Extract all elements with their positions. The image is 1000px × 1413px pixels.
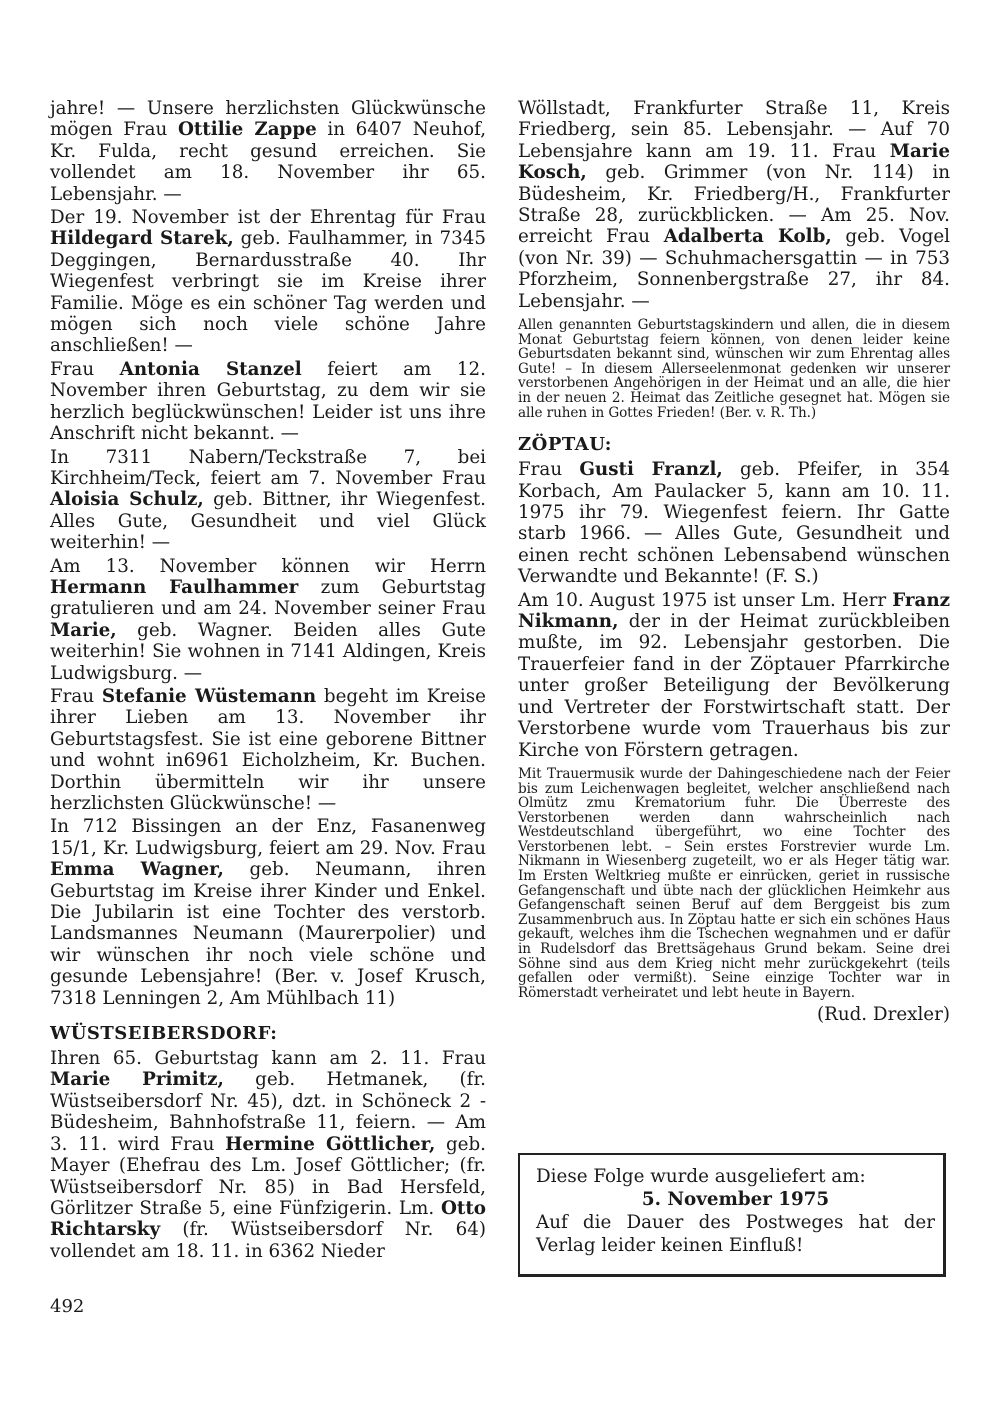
delivery-notice-box xyxy=(518,1153,946,1277)
text-segment: begeht im Kreise ihrer Lieben am 13. November ihr Geburtstagsfest. Sie ist eine geborene Bittner und wohnt in6961 Eicholzheim, Kr. Buchen. Dorthin übermitteln wir ihr unsere herzlichsten Glückwünsche! — xyxy=(50,685,486,814)
notice-line: Diese Folge wurde ausgeliefert am: xyxy=(536,1166,866,1187)
left-column xyxy=(50,98,486,1264)
notice-date: 5. November 1975 xyxy=(641,1189,830,1210)
page-number: 492 xyxy=(50,1296,85,1317)
section-heading xyxy=(50,1023,486,1044)
article-paragraph xyxy=(50,359,486,445)
text-segment: Am 13. November können wir Herrn xyxy=(50,555,486,577)
text-segment: feiert am 12. November ihren Geburtstag, zu dem wir sie herzlich beglückwünschen! Leider ist uns ihre Anschrift nicht bekannt. — xyxy=(50,358,486,445)
person-name: Ottilie Zappe xyxy=(177,119,317,141)
article-paragraph xyxy=(518,767,950,1001)
right-column xyxy=(518,98,950,1028)
text-segment: (Rud. Drexler) xyxy=(816,1004,950,1026)
text-segment: zum Geburtstag gratulieren und am 24. November seiner Frau xyxy=(50,576,486,620)
text-segment: geb. Neumann, ihren Geburtstag im Kreise ihrer Kinder und Enkel. Die Jubilarin ist eine Tochter des verstorb. Landsmannes Neumann (Maurerpolier) und wir wünschen ihr noch viele schöne und gesunde Lebensjahre! (Ber. v. Josef Krusch, 7318 Lenningen 2, Am Mühlbach 11) xyxy=(50,859,486,1009)
person-name: Marie Kosch, xyxy=(518,140,950,184)
article-paragraph xyxy=(50,98,486,205)
text-segment: In 7311 Nabern/Teckstraße 7, bei Kirchheim/Teck, feiert am 7. November Frau xyxy=(50,446,486,489)
person-name: Emma Wagner, xyxy=(50,859,224,881)
article-paragraph xyxy=(50,207,486,357)
section-heading xyxy=(518,434,950,455)
text-segment: geb. Hetmanek, (fr. Wüstseibersdorf Nr. 45), dzt. in Schöneck 2 - Büdesheim, Bahnhofstraße 11, feiern. — Am 3. 11. wird Frau xyxy=(50,1069,486,1155)
person-name: Hermine Göttlicher, xyxy=(225,1133,436,1155)
text-segment: Frau xyxy=(518,459,580,481)
text-segment: geb. Vogel (von Nr. 39) — Schuhmachersgattin — in 753 Pforzheim, Sonnenbergstraße 27, ihr 84. Lebensjahr. — xyxy=(518,226,950,312)
person-name: Otto Richtarsky xyxy=(50,1197,486,1241)
person-name: Gusti Franzl, xyxy=(579,459,723,481)
text-segment: ZÖPTAU: xyxy=(518,434,612,456)
person-name: Franz Nikmann, xyxy=(518,589,950,633)
text-segment: geb. Grimmer (von Nr. 114) in Büdesheim, Kr. Friedberg/H., Frankfurter Straße 28, zurückblicken. — Am 25. Nov. erreicht Frau xyxy=(518,162,950,248)
text-segment: geb. Mayer (Ehefrau des Lm. Josef Göttlicher; (fr. Wüstseibersdorf Nr. 85) in Bad Hersfeld, Görlitzer Straße 5, eine Fünfzigerin. Lm. xyxy=(50,1133,486,1219)
text-segment: Frau xyxy=(50,358,120,380)
text-segment: WÜSTSEIBERSDORF: xyxy=(50,1023,278,1045)
person-name: Stefanie Wüstemann xyxy=(101,685,317,707)
notice-postal-note: Auf die Dauer des Postweges hat der Verlag leider keinen Einfluß! xyxy=(536,1212,935,1256)
text-segment: geb. Wagner. Beiden alles Gute weiterhin! Sie wohnen in 7141 Aldingen, Kreis Ludwigsburg. — xyxy=(50,619,486,684)
text-segment: Am 10. August 1975 ist unser Lm. Herr xyxy=(518,589,893,611)
text-segment: Ihren 65. Geburtstag kann am 2. 11. Frau xyxy=(50,1048,486,1070)
text-segment: jahre! — Unsere herzlichsten Glückwünsche mögen Frau xyxy=(50,98,486,141)
person-name: Adalberta Kolb, xyxy=(663,226,832,248)
author-signature xyxy=(518,1004,950,1025)
article-paragraph xyxy=(518,590,950,761)
person-name: Marie, xyxy=(50,619,117,641)
article-paragraph xyxy=(518,98,950,312)
article-paragraph xyxy=(50,556,486,684)
text-segment: (fr. Wüstseibersdorf Nr. 64) vollendet am 18. 11. in 6362 Nieder xyxy=(50,1219,486,1262)
person-name: Hildegard Starek, xyxy=(50,228,234,250)
article-paragraph xyxy=(518,459,950,587)
article-paragraph xyxy=(50,686,486,814)
person-name: Antonia Stanzel xyxy=(119,358,302,380)
article-paragraph xyxy=(50,1048,486,1262)
text-segment: geb. Pfeifer, in 354 Korbach, Am Paulacker 5, kann am 10. 11. 1975 ihr 79. Wiegenfest feiern. Ihr Gatte starb 1966. — Alles Gute, Gesundheit und einen recht schönen Lebensabend wünschen Verwandte und Bekannte! (F. S.) xyxy=(518,459,950,588)
text-segment: geb. Bittner, ihr Wiegenfest. Alles Gute, Gesundheit und viel Glück weiterhin! — xyxy=(50,489,486,554)
text-segment: Der 19. November ist der Ehrentag für Frau xyxy=(50,207,486,229)
text-segment: Wöllstadt, Frankfurter Straße 11, Kreis Friedberg, sein 85. Lebensjahr. — Auf 70 Lebensjahre kann am 19. 11. Frau xyxy=(518,98,950,162)
text-segment: Mit Trauermusik wurde der Dahingeschiedene nach der Feier bis zum Leichenwagen begleitet, welcher anschließend nach Olmütz zmu Krematorium fuhr. Die Überreste des Verstorbenen werden dann wahrscheinlich nach Westdeutschland übergeführt, wo eine Tochter des Verstorbenen lebt. – Sein erstes Forstrevier wurde Lm. Nikmann in Wiesenberg zugeteilt, wo er als Heger tätig war. Im Ersten Weltkrieg mußte er einrücken, geriet in russische Gefangenschaft und übte nach der glücklichen Heimkehr aus Gefangenschaft seinen Beruf auf dem Berggeist bis zum Zusammenbruch aus. In Zöptau hatte er sich ein schönes Haus gekauft, welches ihm die Tschechen wegnahmen und er dafür in Rudelsdorf das Brettsägehaus Grund bekam. Seine drei Söhne sind aus dem Krieg nicht mehr zurückgekehrt (teils gefallen oder vermißt). Seine einzige Tochter war in Römerstadt verheiratet und lebt heute in Bayern. xyxy=(518,765,950,1001)
text-segment: In 712 Bissingen an der Enz, Fasanenweg 15/1, Kr. Ludwigsburg, feiert am 29. Nov. Frau xyxy=(50,816,486,859)
text-segment: in 6407 Neuhof, Kr. Fulda, recht gesund erreichen. Sie vollendet am 18. November ihr 65. Lebensjahr. — xyxy=(50,119,487,205)
article-paragraph xyxy=(50,816,486,1009)
person-name: Hermann Faulhammer xyxy=(50,576,299,598)
text-segment: geb. Faulhammer, in 7345 Deggingen, Bernardusstraße 40. Ihr Wiegenfest verbringt sie im Kreise ihrer Familie. Möge es ein schöner Tag werden und mögen sich noch viele schöne Jahre anschließen! — xyxy=(50,228,486,357)
person-name: Aloisia Schulz, xyxy=(50,489,204,511)
text-segment: der in der Heimat zurückbleiben mußte, im 92. Lebensjahr gestorben. Die Trauerfeier fand in der Zöptauer Pfarrkirche unter großer Beteiligung der Bevölkerung und Vertreter der Forstwirtschaft statt. Der Verstorbene wurde vom Trauerhaus bis zur Kirche von Förstern getragen. xyxy=(518,611,950,761)
person-name: Marie Primitz, xyxy=(50,1069,224,1091)
article-paragraph xyxy=(50,447,486,554)
article-paragraph xyxy=(518,318,950,420)
text-segment: Allen genannten Geburtstagskindern und allen, die in diesem Monat Geburtstag feiern können, von denen leider keine Geburtsdaten bekannt sind, wünschen wir zum Ehrentag alles Gute! – In diesem Allerseelenmonat gedenken wir unserer verstorbenen Angehörigen in der Heimat und an alle, die hier in der neuen 2. Heimat das Zeitliche gesegnet hat. Mögen sie alle ruhen in Gottes Frieden! (Ber. v. R. Th.) xyxy=(518,317,950,421)
text-segment: Frau xyxy=(50,685,102,707)
